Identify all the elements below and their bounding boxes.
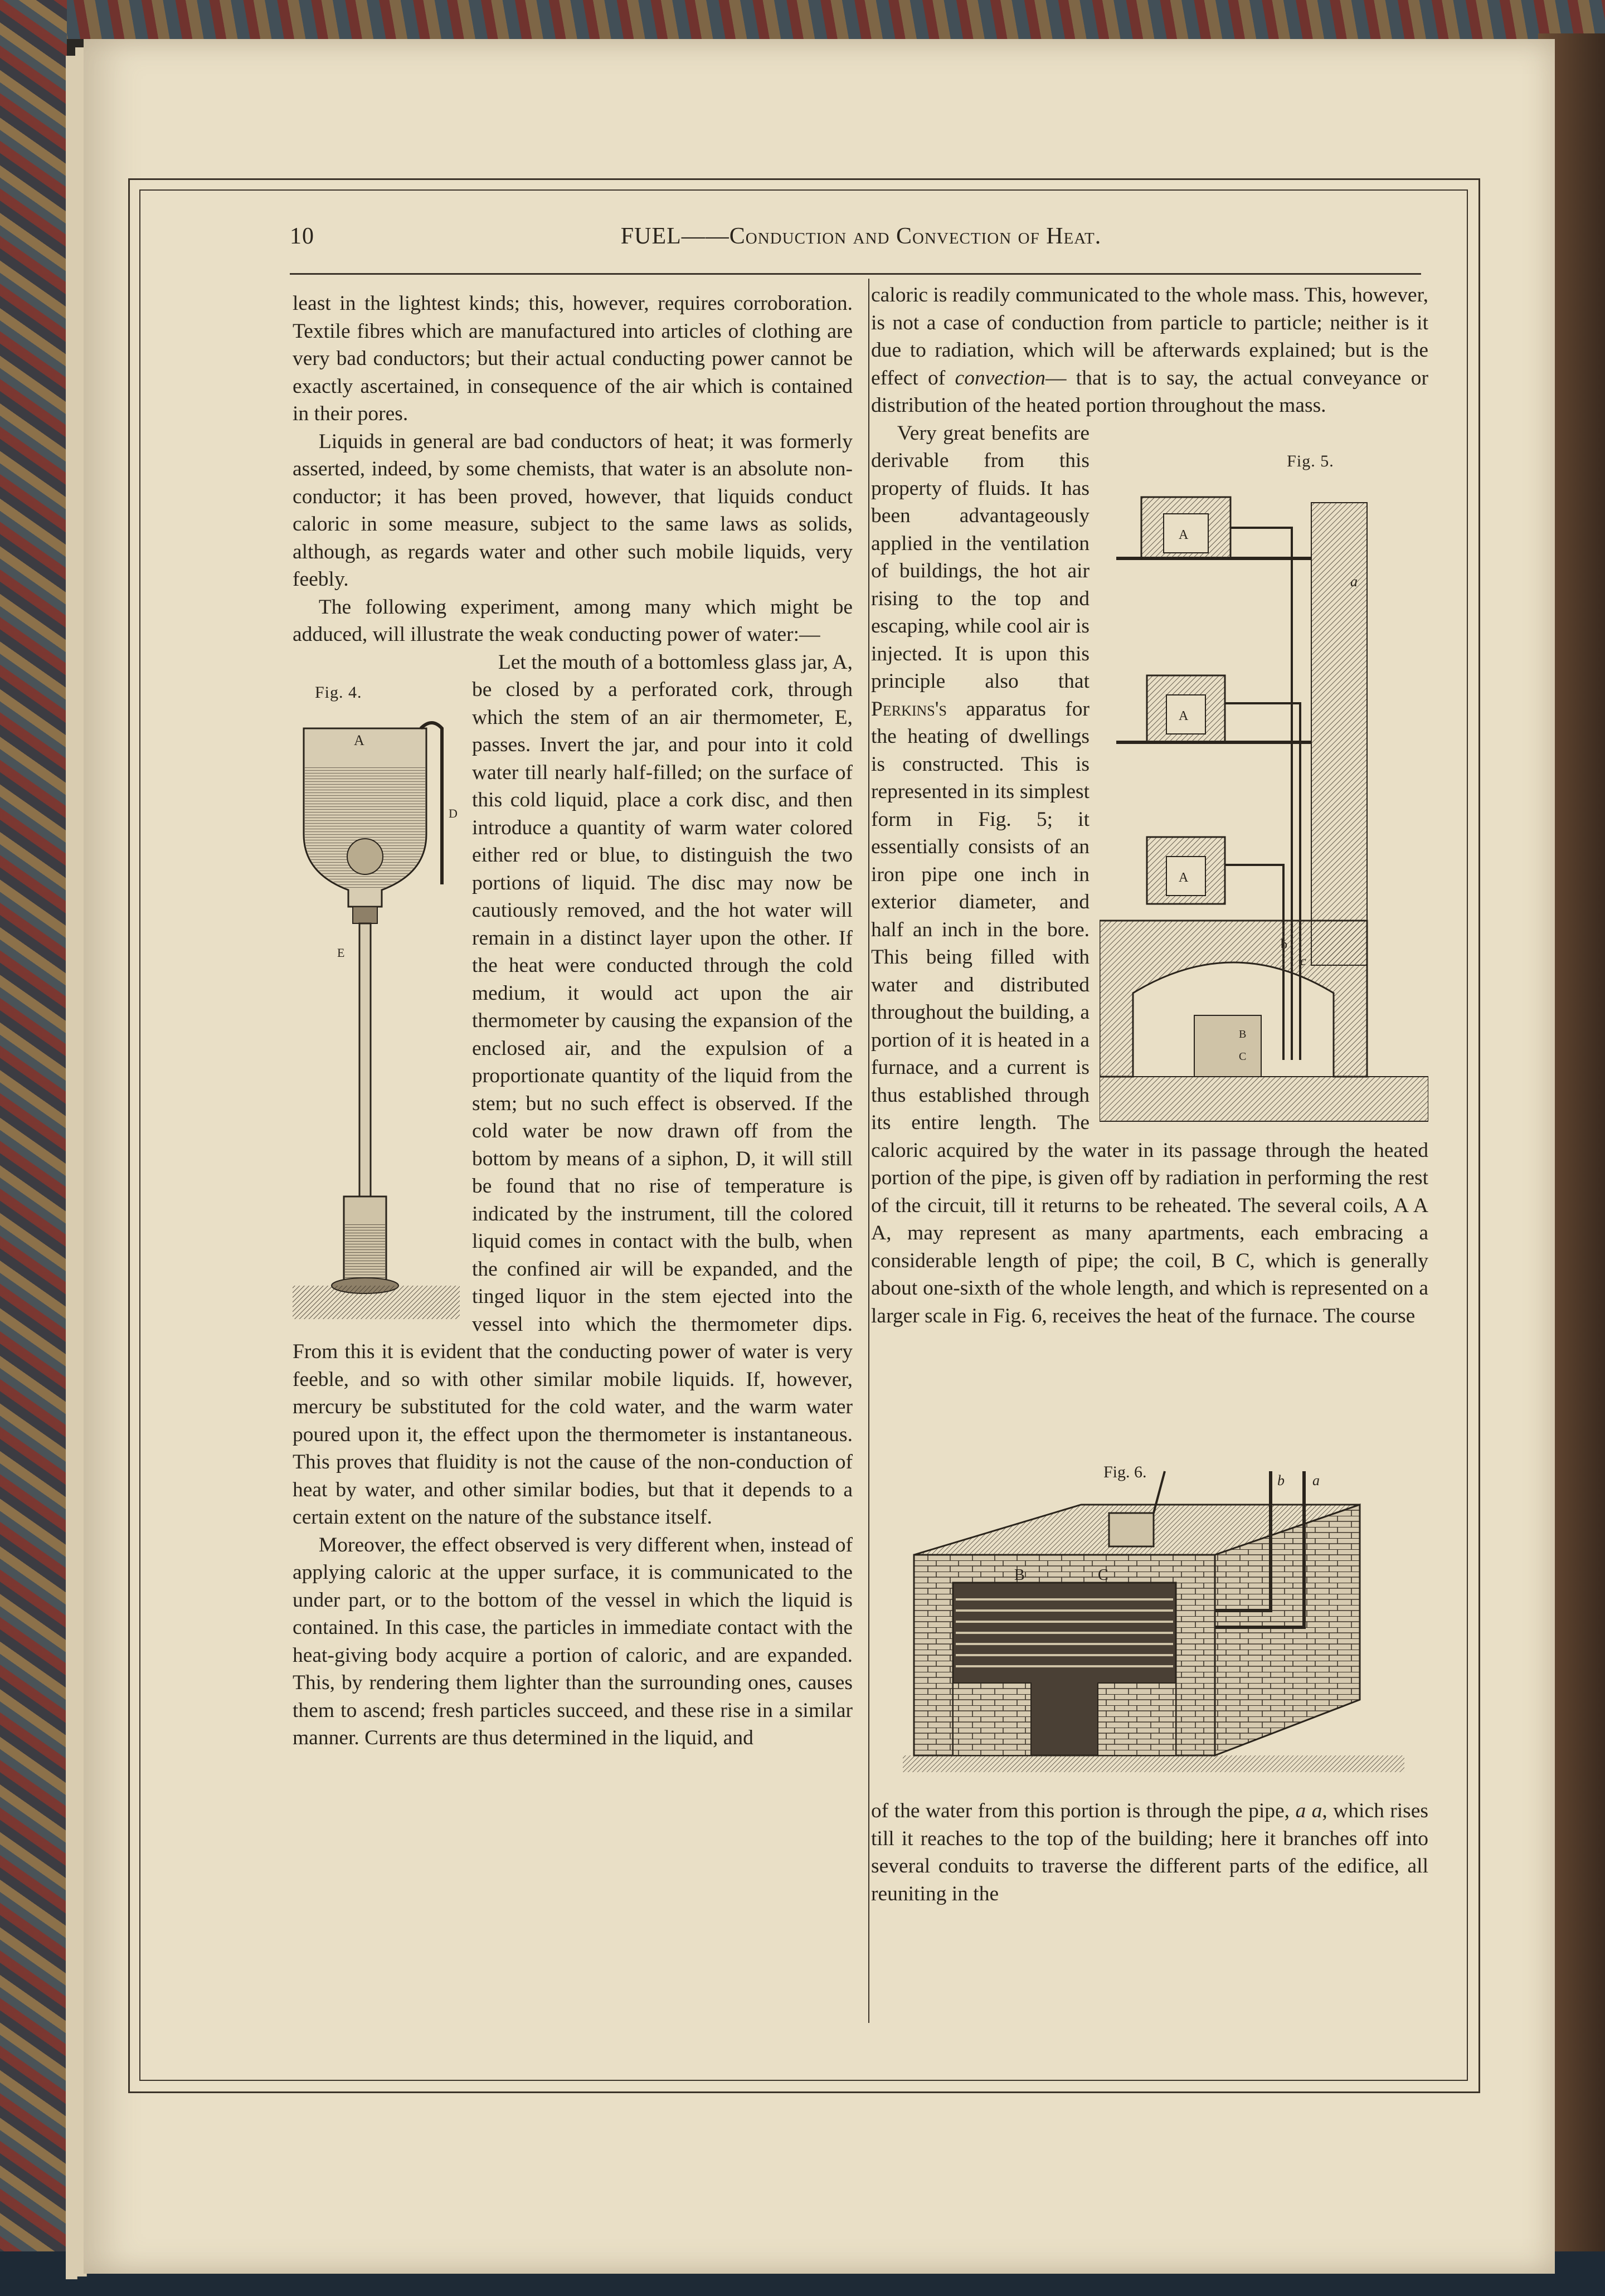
text-run: of the water from this portion is through the pipe, (871, 1799, 1296, 1822)
text-run: Very great benefits are derivable from this property of fluids. It has been advantageously applied in the ventilation of buildings, the hot air rising to the top and escaping, while cool air is injected. It is upon this principle also that (871, 421, 1090, 693)
svg-text:D: D (449, 806, 458, 820)
figure-caption: Fig. 5. (1287, 451, 1334, 470)
paragraph: Liquids in general are bad conductors of heat; it was formerly asserted, indeed, by some chemists, that water is an absolute non-conductor; it has been proved, however, that liquids conduct caloric in some measure, subject to the same laws as solids, although, as regards water and other such mobile liquids, very feebly. (293, 430, 853, 591)
text-run: , which rises till it reaches to the top of the building; here it branches off into several conduits to traverse the different parts of the edifice, all reuniting in the (871, 1799, 1429, 1905)
marbled-endpaper-left (0, 0, 67, 2296)
italic-term: a a (1295, 1799, 1322, 1822)
marbled-endpaper-top (0, 0, 1605, 39)
svg-text:C: C (1098, 1567, 1108, 1584)
figure-5 (1100, 447, 1428, 1127)
svg-text:A: A (354, 732, 364, 748)
heating-apparatus-illustration (1100, 475, 1428, 1132)
paragraph (871, 1797, 1428, 1908)
figure-6-caption: Fig. 6. (1103, 1463, 1147, 1481)
right-column-continued (871, 1797, 1428, 1908)
right-column (871, 281, 1428, 1330)
header-rule (290, 273, 1421, 275)
text-run: caloric is readily communicated to the whole mass. This, however, is not a case of conduction from particle to particle; neither is it due to radiation, which will be afterwards explained; but is the effect of (871, 284, 1428, 390)
paragraph: Moreover, the effect observed is very different when, instead of applying caloric at the upper surface, it is communicated to the under part, or to the bottom of the vessel in which the liquid is contained. In this case, the particles in immediate contact with the heat-giving body acquire a portion of caloric, and are expanded. This, by rendering them lighter than the surrounding ones, causes them to ascend; fresh particles succeed, and these rise in a similar manner. Currents are thus determined in the liquid, and (293, 1533, 853, 1749)
svg-text:b: b (1277, 1472, 1285, 1488)
page-title: FUEL——Conduction and Convection of Heat. (620, 223, 1102, 249)
text-run: apparatus for the heating of dwellings is constructed. This is represented in its simplest form in Fig. 5; it essentially consists of an iron pipe one inch in exterior diameter, and half an inch in the bore. This being filled with water and distributed throughout the building, a portion of it is heated in a furnace, and a current is thus established through its entire length. The caloric acquired by the water in its passage through the heated portion of the pipe, is given off by radiation in performing the rest of the circuit, till it returns to be reheated. The several coils, A A A, may represent as many apartments, each embracing a considerable length of pipe; the coil, B C, which is generally about one-sixth of the whole length, and which is represented on a larger scale in Fig. 6, receives the heat of the furnace. The course (871, 697, 1428, 1327)
figure-4 (293, 679, 460, 1331)
running-header (290, 223, 1432, 262)
paragraph: Let the mouth of a bottomless glass jar, A, be closed by a perforated cork, through which the stem of an air thermometer, E, passes. Invert the jar, and pour into it cold water till nearly half-filled; on the surface of this cold liquid, place a cork disc, and then introduce a quantity of warm water colored either red or blue, to distinguish the two portions of liquid. The disc may now be cautiously removed, and the hot water will remain in a distinct layer upon the other. If the heat were conducted through the cold medium, it would act upon the air thermometer by causing the expansion of the enclosed air, and the expulsion of a proportionate quantity of the liquid from the stem; but no such effect is observed. If the cold water be now drawn off from the bottom by means of a siphon, D, it will still be found that no rise of temperature is indicated by the instrument, till the colored liquid comes in contact with the bulb, when the confined air will be expanded, and the tinged liquor in the stem ejected into the vessel into which the thermometer dips. From this it is evident that the conducting power of water is very feeble, and so with other similar mobile liquids. If, however, mercury be substituted for the cold water, and the warm water poured upon it, the effect upon the thermometer is instantaneous. This proves that fluidity is not the cause of the non-conduction of heat by water, and other similar bodies, but that it depends to a certain extent on the nature of the substance itself. (293, 650, 853, 1529)
paragraph: least in the lightest kinds; this, however, requires corroboration. Textile fibres which are manufactured into articles of clothing are very bad conductors; but their actual conducting power cannot be exactly ascertained, in consequence of the air which is contained in their pores. (293, 292, 853, 425)
proper-name: Perkins's (871, 697, 947, 721)
text-run: — that is to say, the actual conveyance or distribution of the heated portion throughout the mass. (871, 366, 1428, 417)
left-column (293, 290, 853, 1752)
page-number: 10 (290, 223, 314, 249)
svg-text:a: a (1312, 1472, 1320, 1488)
svg-text:C: C (1239, 1050, 1247, 1063)
svg-text:E: E (337, 946, 345, 960)
svg-text:A: A (1179, 528, 1189, 542)
paragraph: The following experiment, among many which might be adduced, will illustrate the weak conducting power of water:— (293, 595, 853, 646)
thermometer-jar-illustration (293, 706, 460, 1325)
svg-text:a: a (1350, 573, 1358, 590)
paragraph (871, 281, 1428, 420)
figure-caption: Fig. 4. (315, 683, 362, 702)
svg-text:B: B (1239, 1028, 1247, 1040)
furnace-coil-illustration (903, 1460, 1404, 1772)
svg-text:A: A (1179, 709, 1189, 723)
svg-text:B: B (1014, 1567, 1025, 1584)
italic-term: convection (955, 366, 1045, 390)
column-rule (868, 279, 869, 2023)
paragraph (871, 420, 1428, 1330)
svg-text:A: A (1179, 870, 1189, 885)
